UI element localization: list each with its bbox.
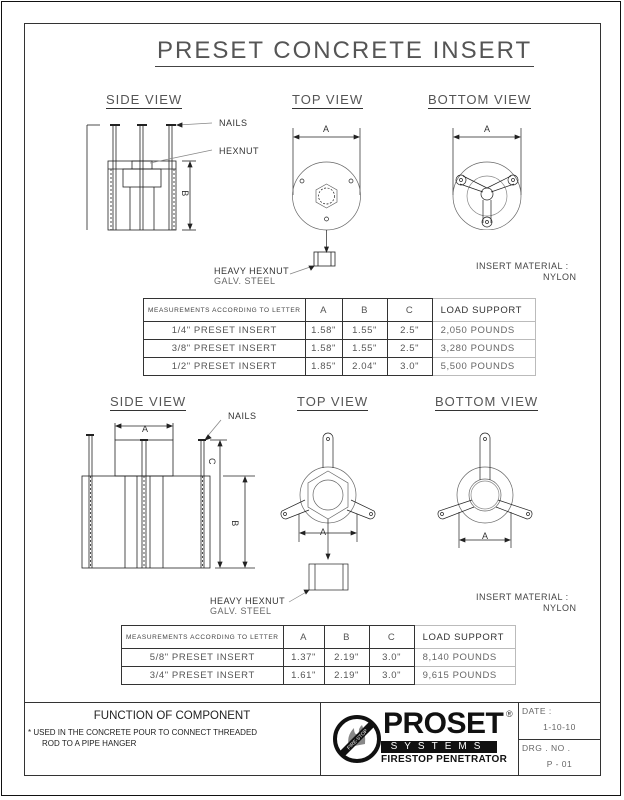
upper-nails-label: NAILS <box>219 118 248 128</box>
upper-top-view-drawing <box>285 120 375 260</box>
drawing-info <box>518 703 601 776</box>
function-heading: FUNCTION OF COMPONENT <box>93 710 251 722</box>
lower-side-dim-a: A <box>142 424 149 434</box>
lower-top-dim-a: A <box>320 527 327 537</box>
load-support: 8,140 POUNDS <box>414 649 515 667</box>
lower-heavy-hexnut-label: HEAVY HEXNUT <box>210 596 286 606</box>
insert-name: 1/4" PRESET INSERT <box>144 322 306 340</box>
header-a: A <box>305 299 342 322</box>
lower-dim-c: C <box>207 458 217 465</box>
value-b: 2.04" <box>342 358 387 376</box>
header-b: B <box>324 626 369 649</box>
function-of-component <box>24 703 321 776</box>
value-b: 1.55" <box>342 340 387 358</box>
value-a: 1.37" <box>283 649 324 667</box>
header-b: B <box>342 299 387 322</box>
svg-text:FIRE-STOP: FIRE-STOP <box>346 728 370 752</box>
value-c: 3.0" <box>369 667 414 685</box>
value-c: 2.5" <box>387 322 432 340</box>
registered-mark: ® <box>506 709 513 719</box>
header-measurements: MEASUREMENTS ACCORDING TO LETTER <box>144 299 306 322</box>
function-description <box>28 727 257 749</box>
load-support: 3,280 POUNDS <box>432 340 535 358</box>
value-a: 1.58" <box>305 340 342 358</box>
lower-measurement-table <box>121 625 516 685</box>
value-b: 2.19" <box>324 649 369 667</box>
drawing-number-value: P - 01 <box>546 759 573 769</box>
insert-name: 3/4" PRESET INSERT <box>122 667 284 685</box>
upper-heavy-hexnut-label: HEAVY HEXNUT <box>214 266 290 276</box>
drawing-title: PRESET CONCRETE INSERT <box>155 38 534 67</box>
lower-material-value: NYLON <box>543 603 577 613</box>
value-c: 3.0" <box>369 649 414 667</box>
brand-name: PROSET <box>383 707 504 740</box>
value-a: 1.61" <box>283 667 324 685</box>
header-load-support: LOAD SUPPORT <box>414 626 515 649</box>
upper-dim-b: B <box>179 190 190 197</box>
insert-name: 3/8" PRESET INSERT <box>144 340 306 358</box>
date-cell <box>518 703 601 740</box>
header-measurements: MEASUREMENTS ACCORDING TO LETTER <box>122 626 284 649</box>
table-row <box>144 358 536 376</box>
lower-top-view-label: TOP VIEW <box>297 394 369 409</box>
upper-hexnut-label: HEXNUT <box>219 146 260 156</box>
title-block <box>24 702 601 776</box>
value-b: 2.19" <box>324 667 369 685</box>
upper-bottom-view-drawing <box>445 120 535 230</box>
load-support: 5,500 POUNDS <box>432 358 535 376</box>
lower-galv-steel-label: GALV. STEEL <box>210 606 272 616</box>
header-c: C <box>387 299 432 322</box>
lower-side-view-label: SIDE VIEW <box>110 394 187 409</box>
value-a: 1.85" <box>305 358 342 376</box>
value-a: 1.58" <box>305 322 342 340</box>
lower-bottom-view-label: BOTTOM VIEW <box>435 394 539 409</box>
header-a: A <box>283 626 324 649</box>
table-header-row <box>122 626 516 649</box>
table-row <box>144 340 536 358</box>
drawing-number-label: DRG . NO . <box>522 743 571 753</box>
value-c: 3.0" <box>387 358 432 376</box>
function-line-2: ROD TO A PIPE HANGER <box>42 739 137 748</box>
table-header-row <box>144 299 536 322</box>
lower-nails-label: NAILS <box>228 411 257 421</box>
date-label: DATE : <box>522 706 552 716</box>
proset-logo <box>320 703 519 776</box>
lower-top-view-drawing <box>275 430 385 610</box>
lower-side-view-drawing <box>75 410 255 570</box>
header-c: C <box>369 626 414 649</box>
table-row <box>144 322 536 340</box>
upper-bottom-view-label: BOTTOM VIEW <box>428 92 532 107</box>
lower-dim-b: B <box>229 520 240 527</box>
date-value: 1-10-10 <box>543 722 576 732</box>
value-b: 1.55" <box>342 322 387 340</box>
load-support: 9,615 POUNDS <box>414 667 515 685</box>
drawing-number-cell <box>518 740 601 776</box>
upper-measurement-table <box>143 298 536 376</box>
upper-side-view-drawing <box>80 115 280 245</box>
brand-sub-bar: SYSTEMS <box>381 741 497 753</box>
value-c: 2.5" <box>387 340 432 358</box>
upper-side-view-label: SIDE VIEW <box>106 92 183 107</box>
insert-name: 1/2" PRESET INSERT <box>144 358 306 376</box>
upper-material-value: NYLON <box>543 272 577 282</box>
insert-name: 5/8" PRESET INSERT <box>122 649 284 667</box>
table-row <box>122 667 516 685</box>
function-line-1: * USED IN THE CONCRETE POUR TO CONNECT THREADED <box>28 728 258 737</box>
header-load-support: LOAD SUPPORT <box>432 299 535 322</box>
brand-tagline: FIRESTOP PENETRATOR <box>381 754 508 765</box>
lower-material-label: INSERT MATERIAL : <box>476 592 569 602</box>
upper-galv-steel-label: GALV. STEEL <box>214 276 276 286</box>
upper-bottom-dim-a: A <box>484 124 491 134</box>
table-row <box>122 649 516 667</box>
upper-top-dim-a: A <box>323 124 330 134</box>
upper-top-view-label: TOP VIEW <box>292 92 364 107</box>
load-support: 2,050 POUNDS <box>432 322 535 340</box>
upper-material-label: INSERT MATERIAL : <box>476 261 569 271</box>
lower-bottom-dim-a: A <box>482 531 489 541</box>
no-fire-badge-icon <box>332 714 382 764</box>
